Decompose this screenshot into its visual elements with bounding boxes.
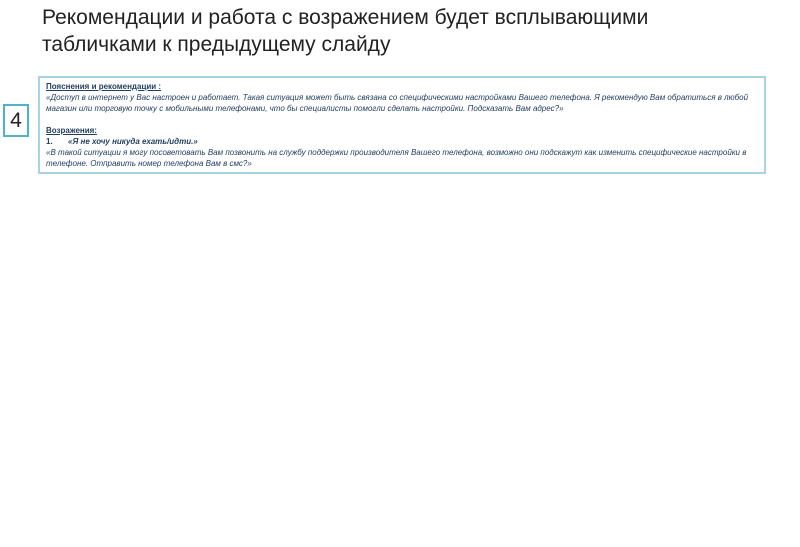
notes-box [38,76,766,174]
explanations-heading: Пояснения и рекомендации : [46,82,162,91]
objection-answer: «В такой ситуации я могу посоветовать Вам позвонить на службу поддержки производителя Вашего телефона, возможно они подскажут как изменить специфические настройки в телефоне. Отправить номер телефона Вам в смс?» [46,148,747,168]
objections-heading: Возражения: [46,126,97,135]
spacer [46,114,760,125]
objection-item [46,136,760,147]
objection-text: «Я не хочу никуда ехать/идти.» [68,137,198,146]
objection-number: 1. [46,137,53,146]
slide-number-badge: 4 [3,104,29,137]
slide-title: Рекомендации и работа с возражением будет всплывающими табличками к предыдущему слайду [42,6,649,56]
explanations-text: «Доступ в интернет у Вас настроен и работает. Такая ситуация может быть связана со специфическими настройками Вашего телефона. Я рекомендую Вам обратиться в любой магазин или торговую точку с мобильными телефонами, что бы специалисты помогли сделать настройки. Подсказать Вам адрес?» [46,93,749,113]
